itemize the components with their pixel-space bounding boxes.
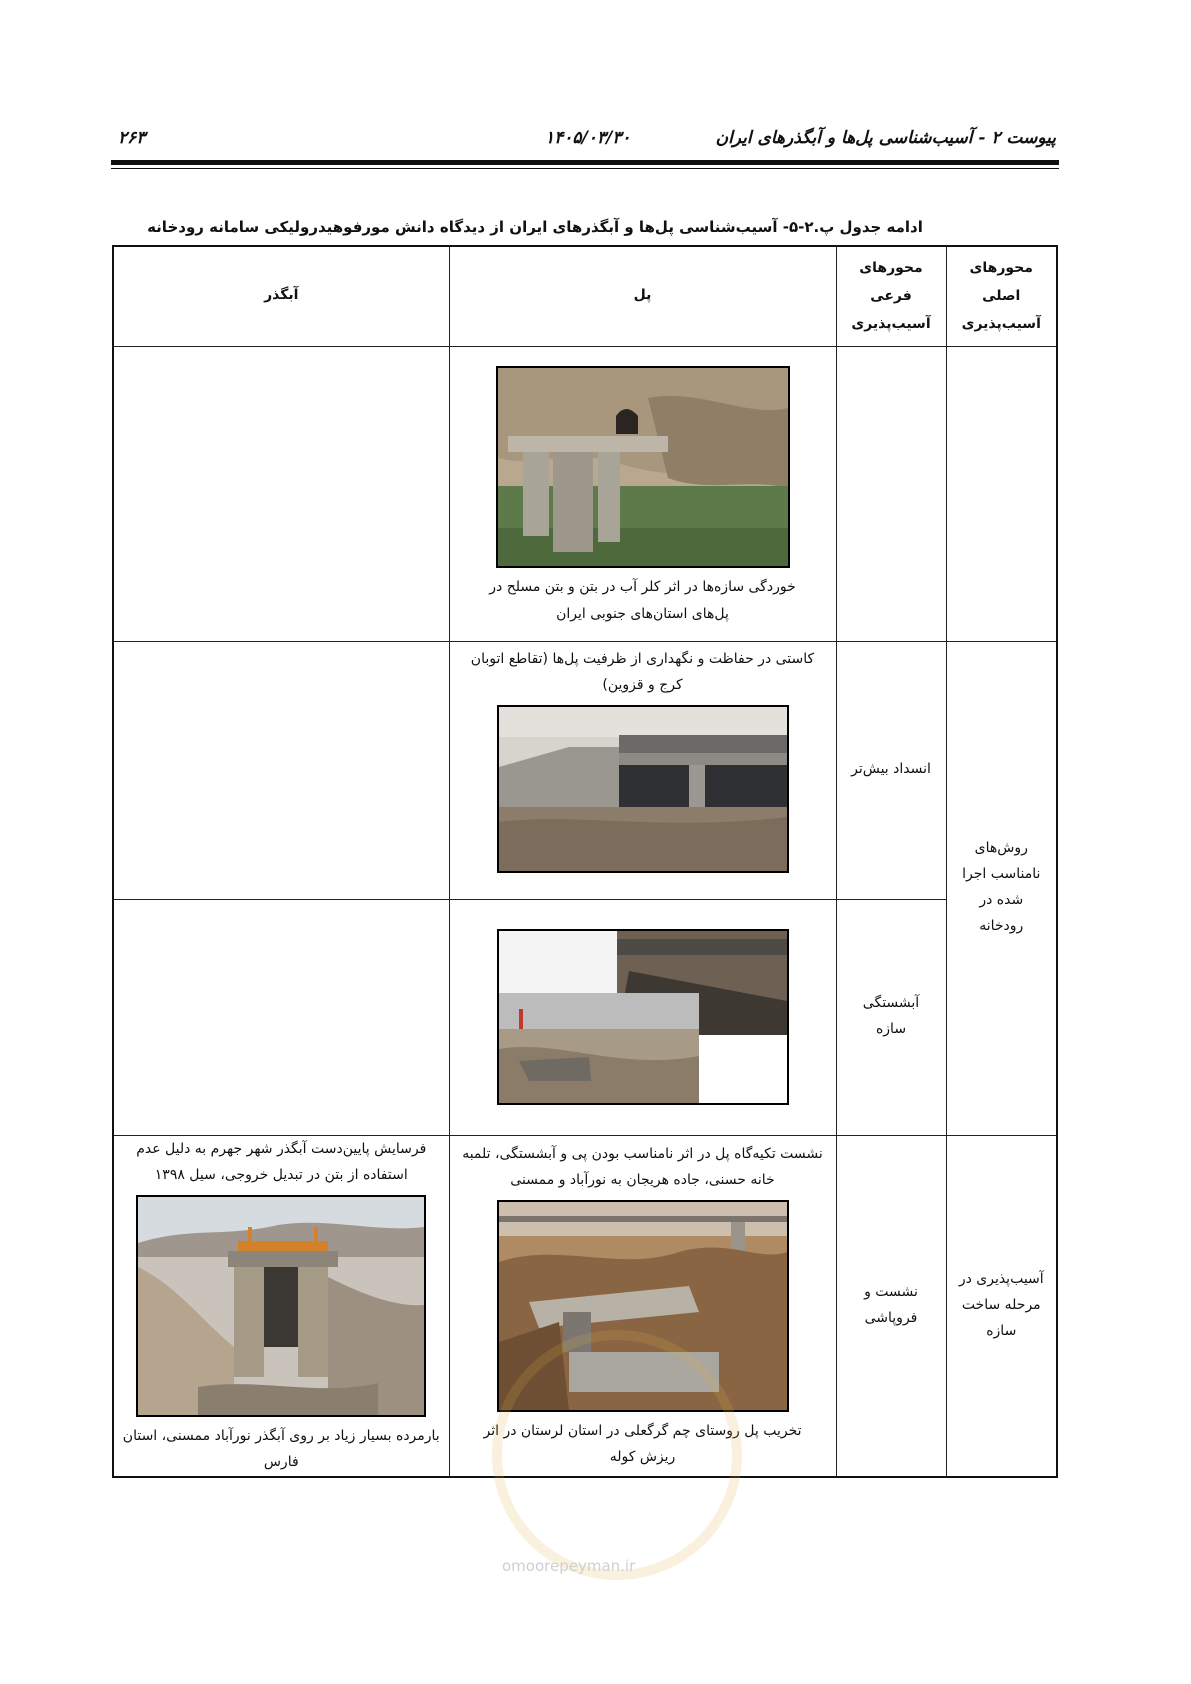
sub-axis-cell: نشست و فروپاشی xyxy=(836,1135,946,1477)
bridge-cell xyxy=(449,346,836,641)
bridge-caption: کاستی در حفاظت و نگهداری از ظرفیت پل‌ها (تقاطع اتوبان کرج و قزوین) xyxy=(470,650,815,694)
scour-image xyxy=(499,931,787,1103)
culvert-cell-empty xyxy=(113,641,449,899)
bridge-cell xyxy=(449,641,836,899)
photo-collapsed-bridge xyxy=(497,1200,789,1412)
col-bridge: پل xyxy=(449,246,836,346)
col-culvert: آبگذر xyxy=(113,246,449,346)
culvert-image xyxy=(138,1197,424,1415)
watermark-url: omoorepeyman.ir xyxy=(502,1557,636,1575)
bridge-caption-bottom: تخریب پل روستای چم گرگعلی در استان لرستان در اثر ریزش کوله xyxy=(483,1422,802,1466)
vulnerability-table xyxy=(112,245,1058,1478)
bridge-blockage-image xyxy=(499,707,787,871)
main-axis-cell: آسیب‌پذیری در مرحله ساخت سازه xyxy=(946,1135,1057,1477)
col-sub-axes: محورهای فرعی آسیب‌پذیری xyxy=(836,246,946,346)
table-caption: ادامه جدول پ.۲-۵- آسیب‌شناسی پل‌ها و آبگذرهای ایران از دیدگاه دانش مورفوهیدرولیکی سامانه رودخانه xyxy=(147,218,923,236)
table-row xyxy=(113,346,1057,641)
collapse-image xyxy=(499,1202,787,1410)
main-axis-merged: روش‌های نامناسب اجرا شده در رودخانه xyxy=(946,641,1057,1135)
header-title: پیوست ۲ - آسیب‌شناسی پل‌ها و آبگذرهای ایران xyxy=(715,128,1056,148)
culvert-cell xyxy=(113,1135,449,1477)
photo-corroded-bridge xyxy=(496,366,790,568)
main-axis-cell-empty xyxy=(946,346,1057,641)
table-row xyxy=(113,1135,1057,1477)
header-rule-thick xyxy=(111,160,1059,165)
photo-culvert-erosion xyxy=(136,1195,426,1417)
bridge-cell xyxy=(449,1135,836,1477)
culvert-cell-empty xyxy=(113,899,449,1135)
bridge-corrosion-image xyxy=(498,368,788,566)
header-date: ۱۴۰۵/۰۳/۳۰ xyxy=(545,128,631,148)
header-rule-thin xyxy=(111,168,1059,169)
table-row xyxy=(113,641,1057,899)
culvert-cell-empty xyxy=(113,346,449,641)
photo-blocked-bridge xyxy=(497,705,789,873)
sub-axis-cell: آبشستگی سازه xyxy=(836,899,946,1135)
bridge-cell xyxy=(449,899,836,1135)
bridge-caption: خوردگی سازه‌ها در اثر کلر آب در بتن و بتن مسلح در پل‌های استان‌های جنوبی ایران xyxy=(489,578,796,622)
sub-axis-cell: انسداد بیش‌تر xyxy=(836,641,946,899)
page-number: ۲۶۳ xyxy=(118,128,146,148)
table-header-row xyxy=(113,246,1057,346)
photo-scour-structure xyxy=(497,929,789,1105)
table-row xyxy=(113,899,1057,1135)
bridge-caption-top: نشست تکیه‌گاه پل در اثر نامناسب بودن پی و آبشستگی، تلمبه خانه حسنی، جاده هریجان به نورآباد و ممسنی xyxy=(462,1145,823,1189)
col-main-axes: محورهای اصلی آسیب‌پذیری xyxy=(946,246,1057,346)
culvert-caption-bottom: بارمرده بسیار زیاد بر روی آبگذر نورآباد ممسنی، استان فارس xyxy=(122,1427,440,1471)
sub-axis-cell-empty xyxy=(836,346,946,641)
culvert-caption-top: فرسایش پایین‌دست آبگذر شهر جهرم به دلیل عدم استفاده از بتن در تبدیل خروجی، سیل ۱۳۹۸ xyxy=(136,1140,427,1184)
